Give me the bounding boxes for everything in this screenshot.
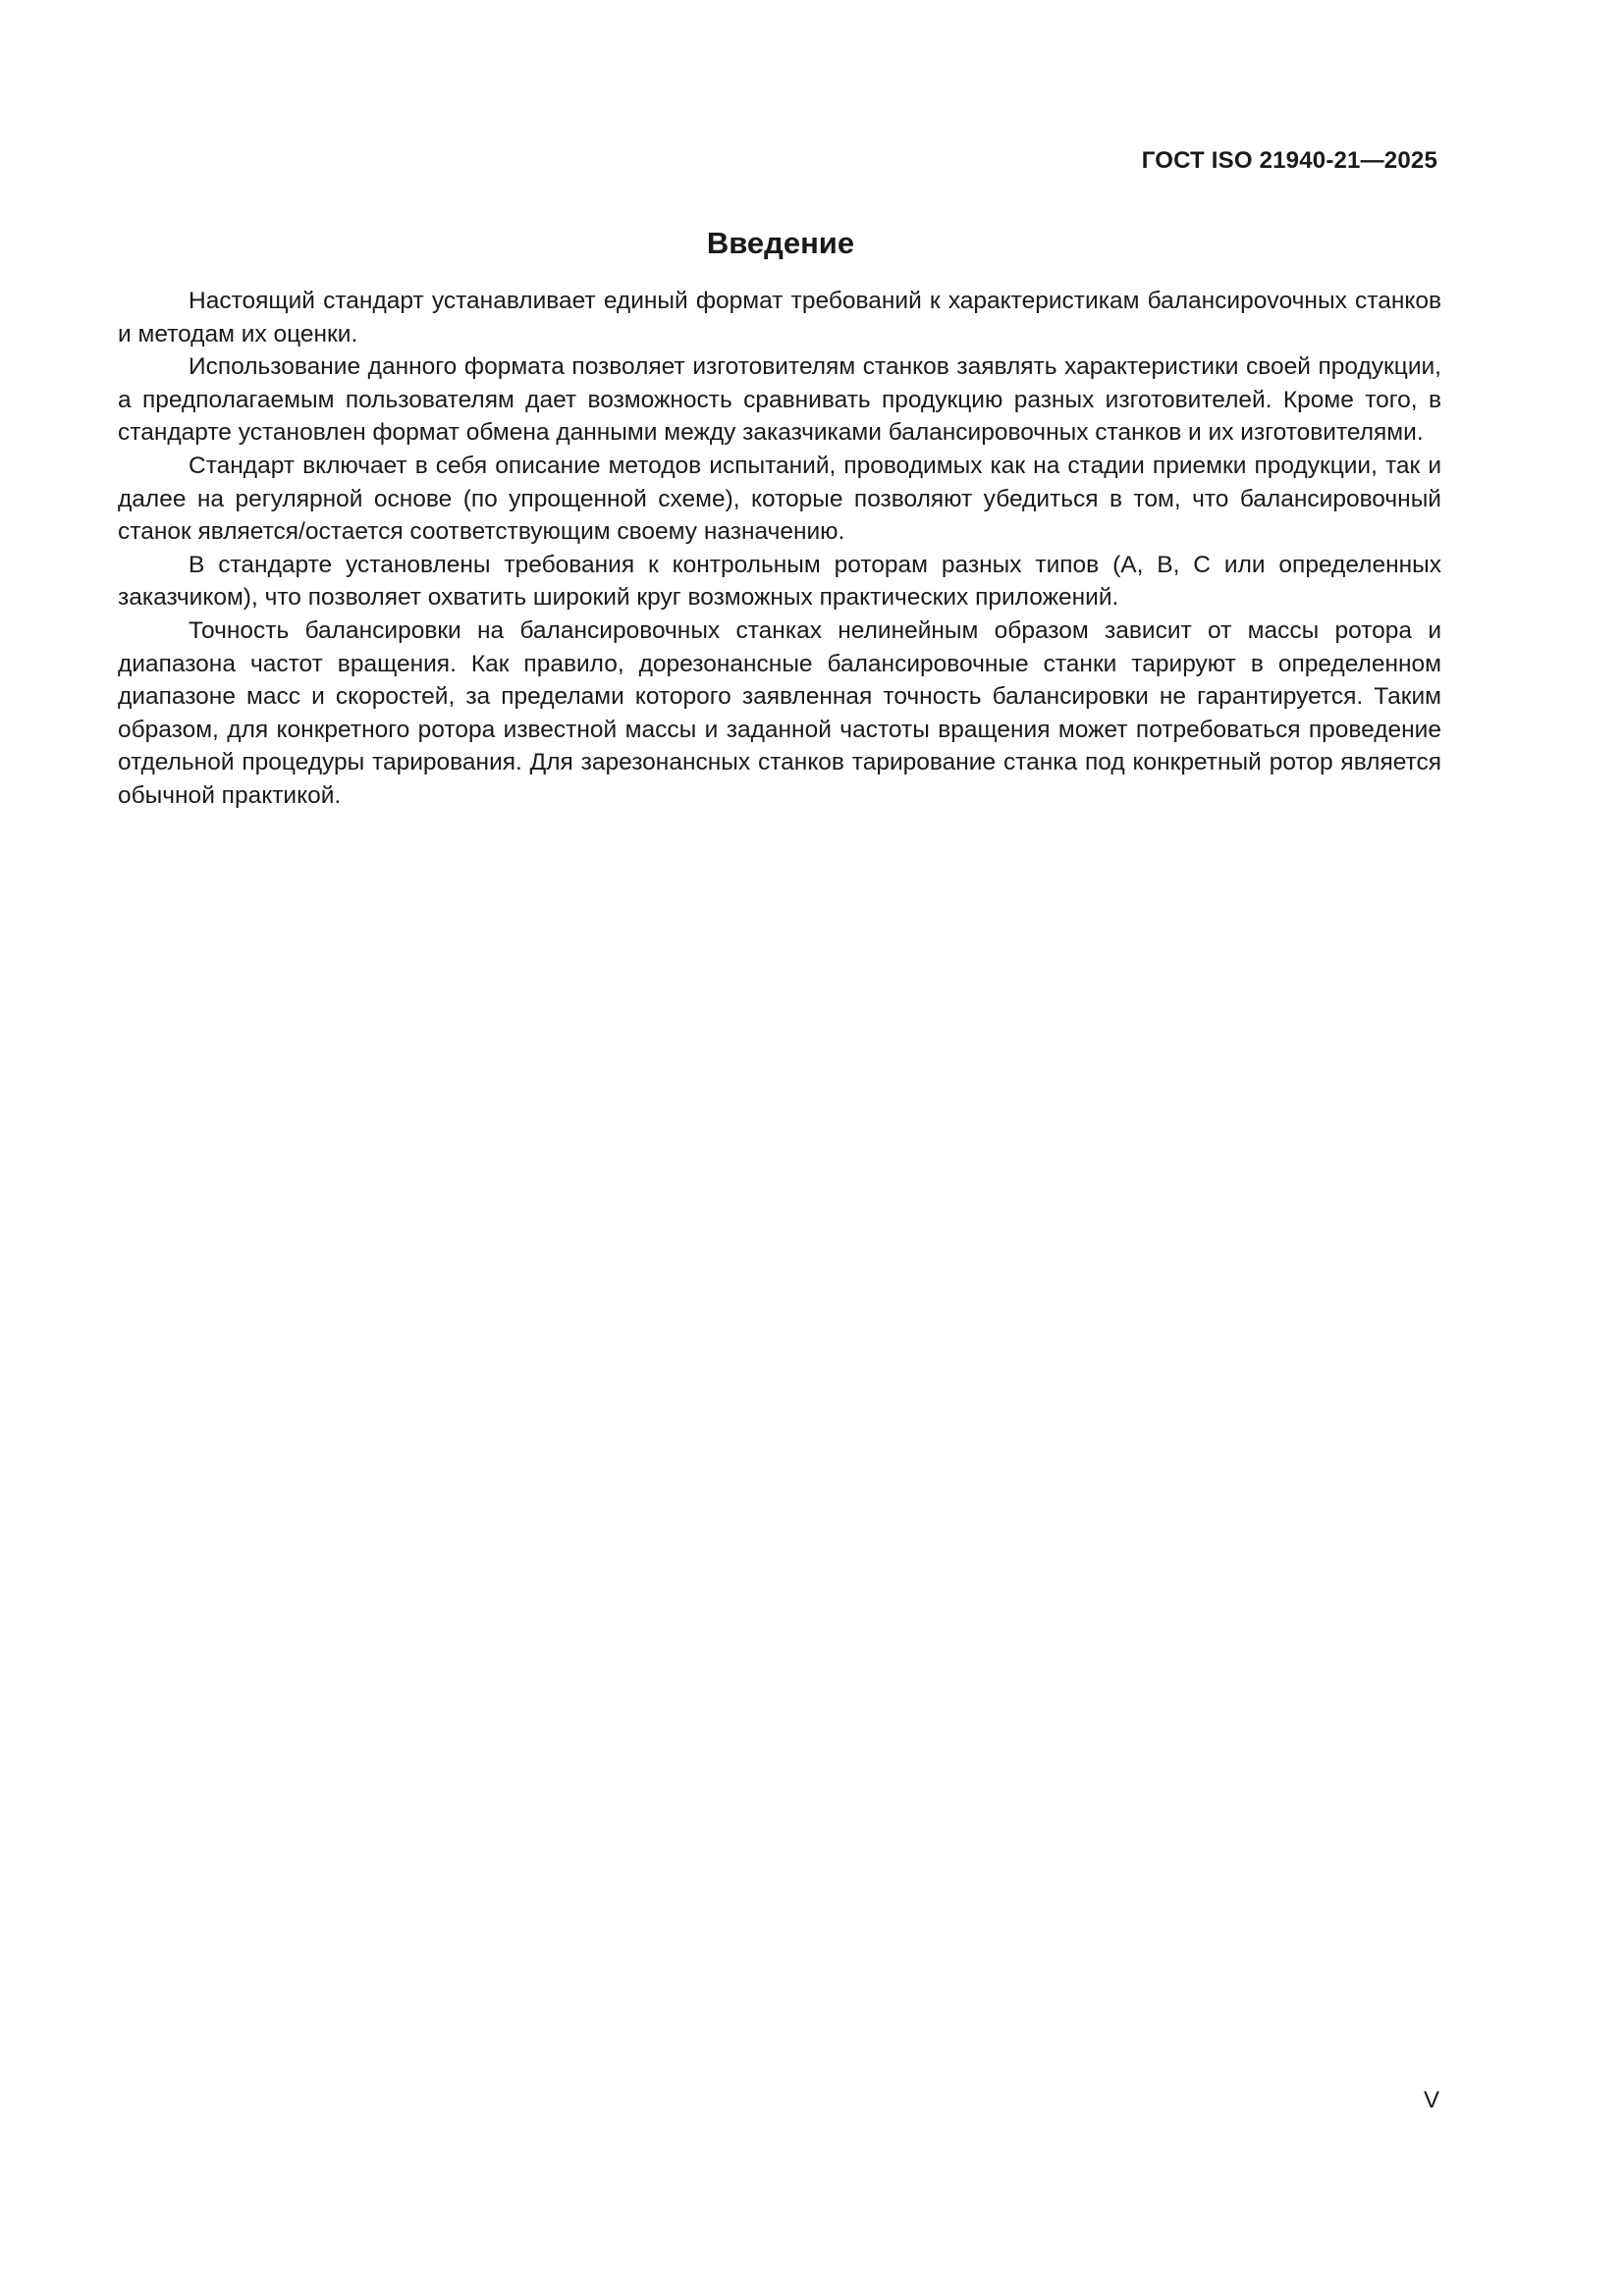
paragraph-4: В стандарте установлены требования к контрольным роторам разных типов (А, В, С или определенных заказчиком), что позволяет охватить широкий круг возможных практических приложений.	[118, 551, 1441, 612]
standard-code-header: ГОСТ ISO 21940-21—2025	[1141, 147, 1437, 174]
section-title: Введение	[706, 226, 855, 260]
paragraph-5: Точность балансировки на балансировочных станках нелинейным образом зависит от массы ротора и диапазона частот вращения. Как правило, дорезонансные балансировочные станки тарируют в определенном диапазоне масс и скоростей, за пределами которого заявленная точность балансировки не гарантируется. Таким образом, для конкретного ротора известной массы и заданной частоты вращения может потребоваться проведение отдельной процедуры тарирования. Для зарезонансных станков тарирование станка под конкретный ротор является обычной практикой.	[118, 616, 1441, 809]
paragraph-1: Настоящий стандарт устанавливает единый формат требований к характеристикам балансироvочных станков и методам их оценки.	[118, 288, 1441, 347]
paragraph-2: Использование данного формата позволяет изготовителям станков заявлять характеристики своей продукции, а предполагаемым пользователям дает возможность сравнивать продукцию разных изготовителей. Кроме того, в стандарте установлен формат обмена данными между заказчиками балансировочных станков и их изготовителями.	[118, 353, 1441, 447]
page-number: V	[1423, 2087, 1439, 2113]
introduction-body	[118, 285, 1441, 813]
paragraph-3: Стандарт включает в себя описание методов испытаний, проводимых как на стадии приемки продукции, так и далее на регулярной основе (по упрощенной схеме), которые позволяют убедиться в том, что балансировочный станок является/остается соответствующим своему назначению.	[118, 452, 1441, 546]
